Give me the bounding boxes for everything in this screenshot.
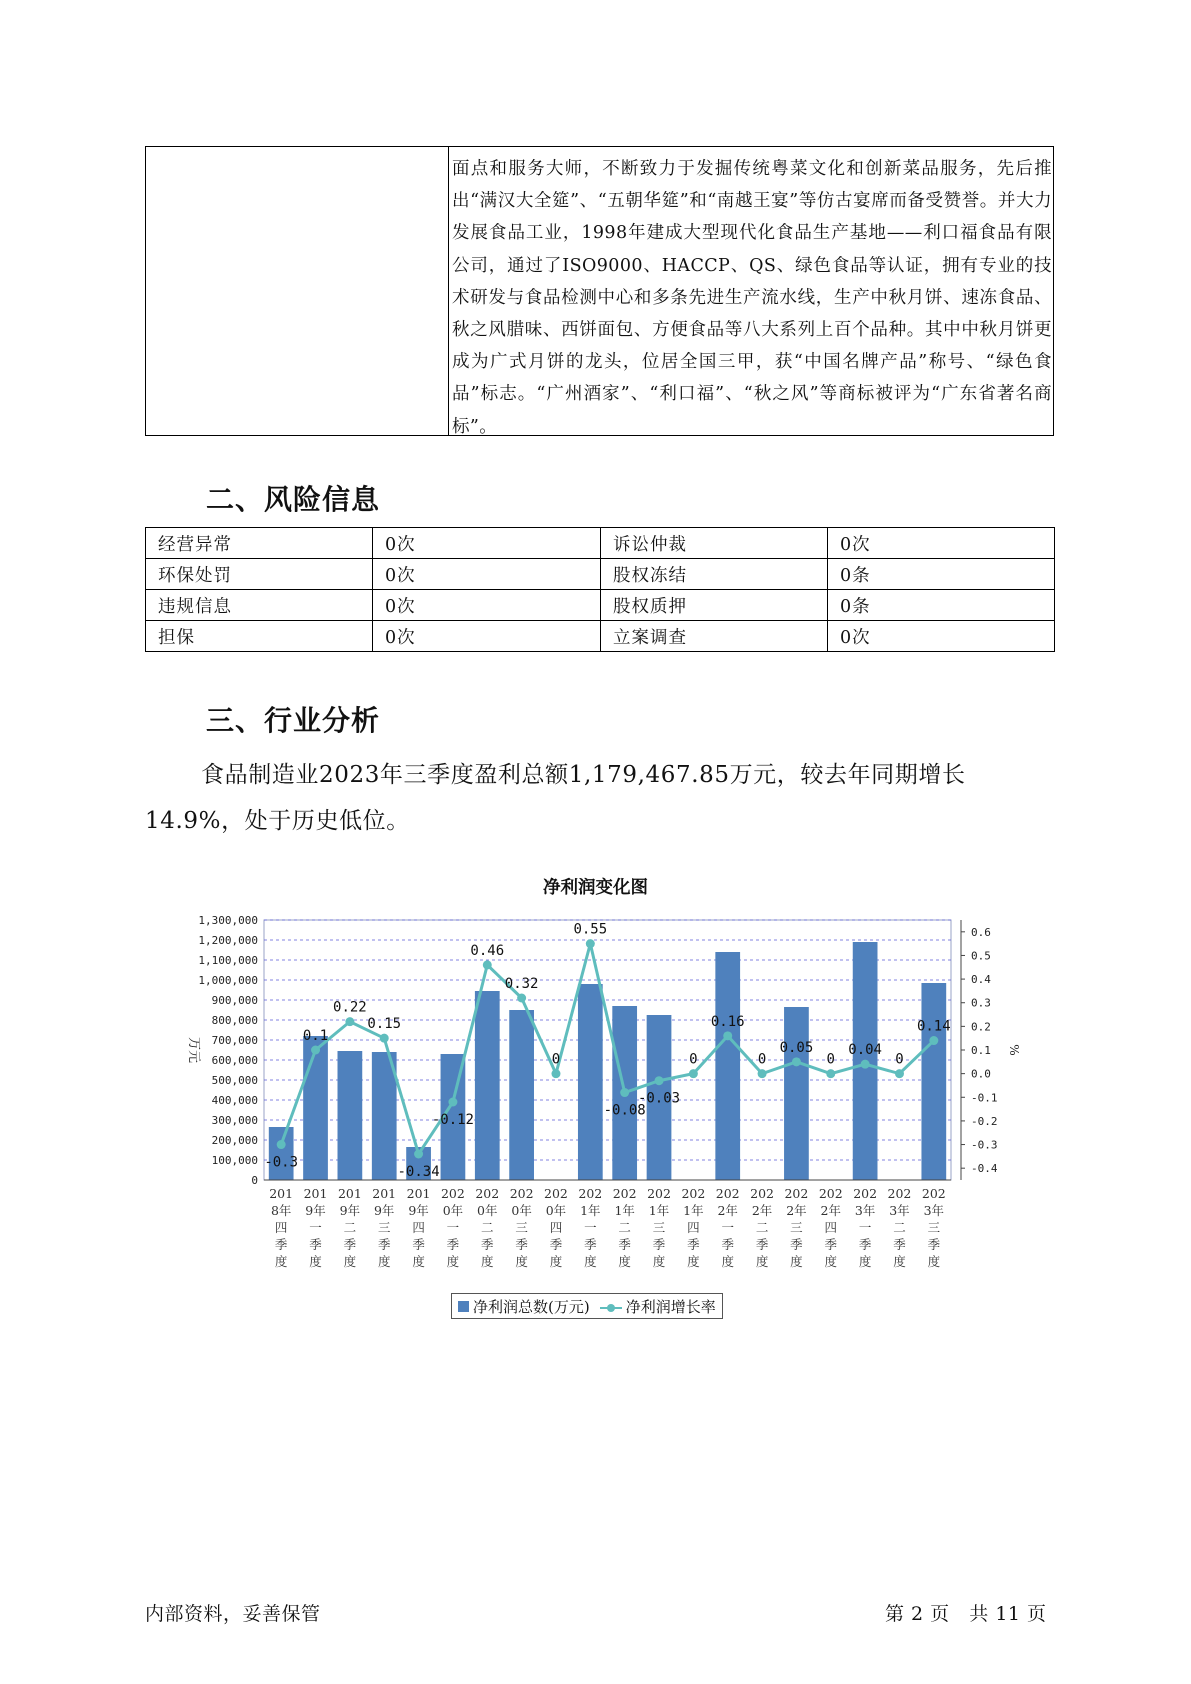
x-tick-label: 202 2年三季度 — [784, 1186, 809, 1269]
x-tick-label: 202 0年一季度 — [440, 1186, 465, 1269]
y-axis-title: 万元 — [186, 1036, 201, 1064]
table-row — [146, 621, 1055, 652]
growth-point — [586, 939, 595, 948]
y-tick-label: 500,000 — [211, 1074, 258, 1087]
legend-item-line — [600, 1296, 716, 1317]
growth-point — [551, 1069, 560, 1078]
risk-label: 违规信息 — [146, 590, 373, 621]
bar — [715, 952, 740, 1180]
table-row — [146, 528, 1055, 559]
y-tick-label: 300,000 — [211, 1114, 258, 1127]
risk-value: 0次 — [373, 590, 601, 621]
data-label: 0.14 — [916, 1018, 951, 1035]
table-row — [146, 559, 1055, 590]
y-tick-label: 1,300,000 — [198, 914, 258, 927]
risk-value: 0次 — [373, 528, 601, 559]
chart-legend — [451, 1293, 723, 1319]
risk-label: 诉讼仲裁 — [601, 528, 828, 559]
x-tick-label: 202 3年一季度 — [853, 1186, 878, 1269]
growth-point — [861, 1060, 870, 1069]
x-tick-label: 201 9年三季度 — [372, 1186, 397, 1269]
y2-tick-label: 0.1 — [971, 1044, 991, 1057]
footer-left: 内部资料，妥善保管 — [145, 1603, 321, 1625]
x-tick-label: 202 2年四季度 — [818, 1186, 843, 1269]
data-label: 0.32 — [504, 976, 539, 992]
table-divider — [448, 147, 449, 435]
data-label: 0 — [826, 1051, 835, 1068]
x-tick-label: 201 9年四季度 — [406, 1186, 431, 1269]
risk-value: 0条 — [828, 590, 1055, 621]
footer-page-number: 第 2 页 共 11 页 — [885, 1603, 1047, 1625]
risk-label: 环保处罚 — [146, 559, 373, 590]
growth-point — [895, 1069, 904, 1078]
x-tick-label: 202 1年一季度 — [578, 1186, 603, 1269]
net-profit-chart — [0, 900, 1191, 1290]
y2-tick-label: 0.5 — [971, 949, 991, 963]
x-tick-label: 202 3年三季度 — [921, 1186, 946, 1269]
y-tick-label: 900,000 — [211, 994, 258, 1007]
data-label: 0.15 — [367, 1016, 402, 1033]
data-label: 0.22 — [333, 999, 367, 1016]
industry-section-title: 三、行业分析 — [206, 704, 381, 737]
data-label: 0 — [757, 1051, 767, 1068]
x-tick-label: 202 0年三季度 — [509, 1186, 534, 1269]
data-label: -0.03 — [637, 1090, 681, 1107]
y2-tick-label: 0.3 — [971, 996, 991, 1010]
x-tick-label: 201 8年四季度 — [269, 1186, 294, 1269]
growth-point — [723, 1031, 732, 1040]
growth-point — [448, 1098, 457, 1107]
risk-label: 经营异常 — [146, 528, 373, 559]
y2-tick-label: -0.3 — [971, 1138, 998, 1152]
x-tick-label: 201 9年一季度 — [303, 1186, 328, 1269]
y-tick-label: 200,000 — [211, 1134, 258, 1147]
risk-value: 0次 — [373, 621, 601, 652]
y2-tick-label: -0.1 — [971, 1091, 998, 1105]
y-tick-label: 700,000 — [211, 1034, 258, 1047]
data-label: -0.08 — [603, 1102, 646, 1119]
bar — [338, 1051, 363, 1180]
data-label: -0.3 — [264, 1154, 299, 1171]
line-swatch-icon — [600, 1302, 622, 1313]
growth-point — [689, 1069, 698, 1078]
data-label: 0.46 — [470, 942, 505, 959]
bar — [269, 1127, 294, 1180]
growth-point — [655, 1076, 664, 1085]
risk-label: 股权冻结 — [601, 559, 828, 590]
risk-table — [145, 527, 1055, 652]
industry-paragraph — [145, 752, 1055, 844]
growth-point — [483, 960, 492, 969]
y2-tick-label: 0.4 — [971, 973, 991, 987]
growth-point — [758, 1069, 767, 1078]
y2-tick-label: 0.0 — [971, 1067, 991, 1081]
y-tick-label: 400,000 — [211, 1094, 258, 1107]
data-label: 0 — [689, 1051, 698, 1068]
data-label: 0.04 — [848, 1042, 882, 1059]
y-tick-label: 1,200,000 — [198, 934, 258, 947]
y2-axis-title: % — [1007, 1044, 1021, 1056]
x-tick-label: 202 1年三季度 — [647, 1186, 671, 1269]
data-label: 0 — [551, 1051, 561, 1068]
y-tick-label: 0 — [251, 1174, 258, 1187]
legend-label: 净利润增长率 — [625, 1297, 716, 1316]
x-tick-label: 202 0年四季度 — [544, 1186, 568, 1269]
data-label: -0.34 — [397, 1164, 440, 1180]
table-row — [146, 590, 1055, 621]
y-tick-label: 800,000 — [211, 1014, 258, 1027]
risk-section-title: 二、风险信息 — [206, 483, 381, 516]
x-tick-label: 202 1年二季度 — [612, 1186, 637, 1269]
data-label: 0 — [895, 1051, 904, 1068]
y-tick-label: 1,000,000 — [198, 974, 258, 987]
y2-tick-label: 0.6 — [971, 925, 991, 939]
x-tick-label: 202 3年二季度 — [887, 1186, 912, 1269]
bar — [303, 1036, 328, 1180]
x-tick-label: 202 2年二季度 — [750, 1186, 775, 1269]
growth-point — [414, 1150, 423, 1159]
growth-point — [620, 1088, 629, 1097]
company-intro-text: 面点和服务大师，不断致力于发掘传统粤菜文化和创新菜品服务，先后推出“满汉大全筵”、“五朝华筵”和“南越王宴”等仿古宴席而备受赞誉。并大力发展食品工业，1998年建成大型现代化食品生产基地——利口福食品有限公司，通过了ISO9000、HACCP、QS、绿色食品等认证，拥有专业的技术研发与食品检测中心和多条先进生产流水线，生产中秋月饼、速冻食品、秋之风腊味、西饼面包、方便食品等八大系列上百个品种。其中中秋月饼更成为广式月饼的龙头，位居全国三甲，获“中国名牌产品”称号、“绿色食品”标志。“广州酒家”、“利口福”、“秋之风”等商标被评为“广东省著名商标”。 — [452, 159, 1052, 437]
x-tick-label: 202 1年四季度 — [681, 1186, 706, 1269]
legend-label: 净利润总数(万元) — [473, 1297, 590, 1316]
risk-value: 0条 — [828, 559, 1055, 590]
bar — [578, 984, 603, 1180]
y2-tick-label: -0.2 — [971, 1114, 998, 1128]
bar — [475, 991, 500, 1180]
bar-swatch-icon — [458, 1301, 469, 1312]
growth-point — [345, 1017, 354, 1026]
growth-point — [792, 1057, 801, 1066]
bar — [921, 983, 946, 1180]
chart-title: 净利润变化图 — [543, 878, 648, 898]
data-label: 0.16 — [710, 1013, 745, 1030]
y-tick-label: 100,000 — [211, 1154, 258, 1167]
growth-point — [311, 1046, 320, 1055]
data-label: 0.55 — [573, 921, 608, 938]
risk-value: 0次 — [828, 621, 1055, 652]
data-label: -0.12 — [431, 1112, 475, 1128]
bar — [509, 1010, 534, 1180]
risk-value: 0次 — [373, 559, 601, 590]
company-intro-table — [145, 146, 1054, 436]
growth-point — [929, 1036, 938, 1045]
growth-point — [517, 994, 526, 1003]
growth-point — [380, 1034, 389, 1043]
bar — [784, 1007, 809, 1180]
y2-tick-label: -0.4 — [971, 1162, 998, 1176]
risk-label: 担保 — [146, 621, 373, 652]
data-label: 0.05 — [779, 1039, 814, 1056]
legend-item-bar — [458, 1296, 590, 1317]
x-tick-label: 202 0年二季度 — [475, 1186, 500, 1269]
y-tick-label: 1,100,000 — [198, 954, 258, 967]
growth-point — [277, 1140, 286, 1149]
growth-point — [826, 1069, 835, 1078]
y-tick-label: 600,000 — [211, 1054, 258, 1067]
data-label: 0.1 — [302, 1028, 329, 1044]
industry-text: 食品制造业2023年三季度盈利总额1,179,467.85万元，较去年同期增长14.9%，处于历史低位。 — [145, 762, 966, 834]
risk-label: 股权质押 — [601, 590, 828, 621]
x-tick-label: 202 2年一季度 — [715, 1186, 740, 1269]
y2-tick-label: 0.2 — [971, 1020, 991, 1034]
risk-label: 立案调查 — [601, 621, 828, 652]
x-tick-label: 201 9年二季度 — [337, 1186, 362, 1269]
risk-value: 0次 — [828, 528, 1055, 559]
